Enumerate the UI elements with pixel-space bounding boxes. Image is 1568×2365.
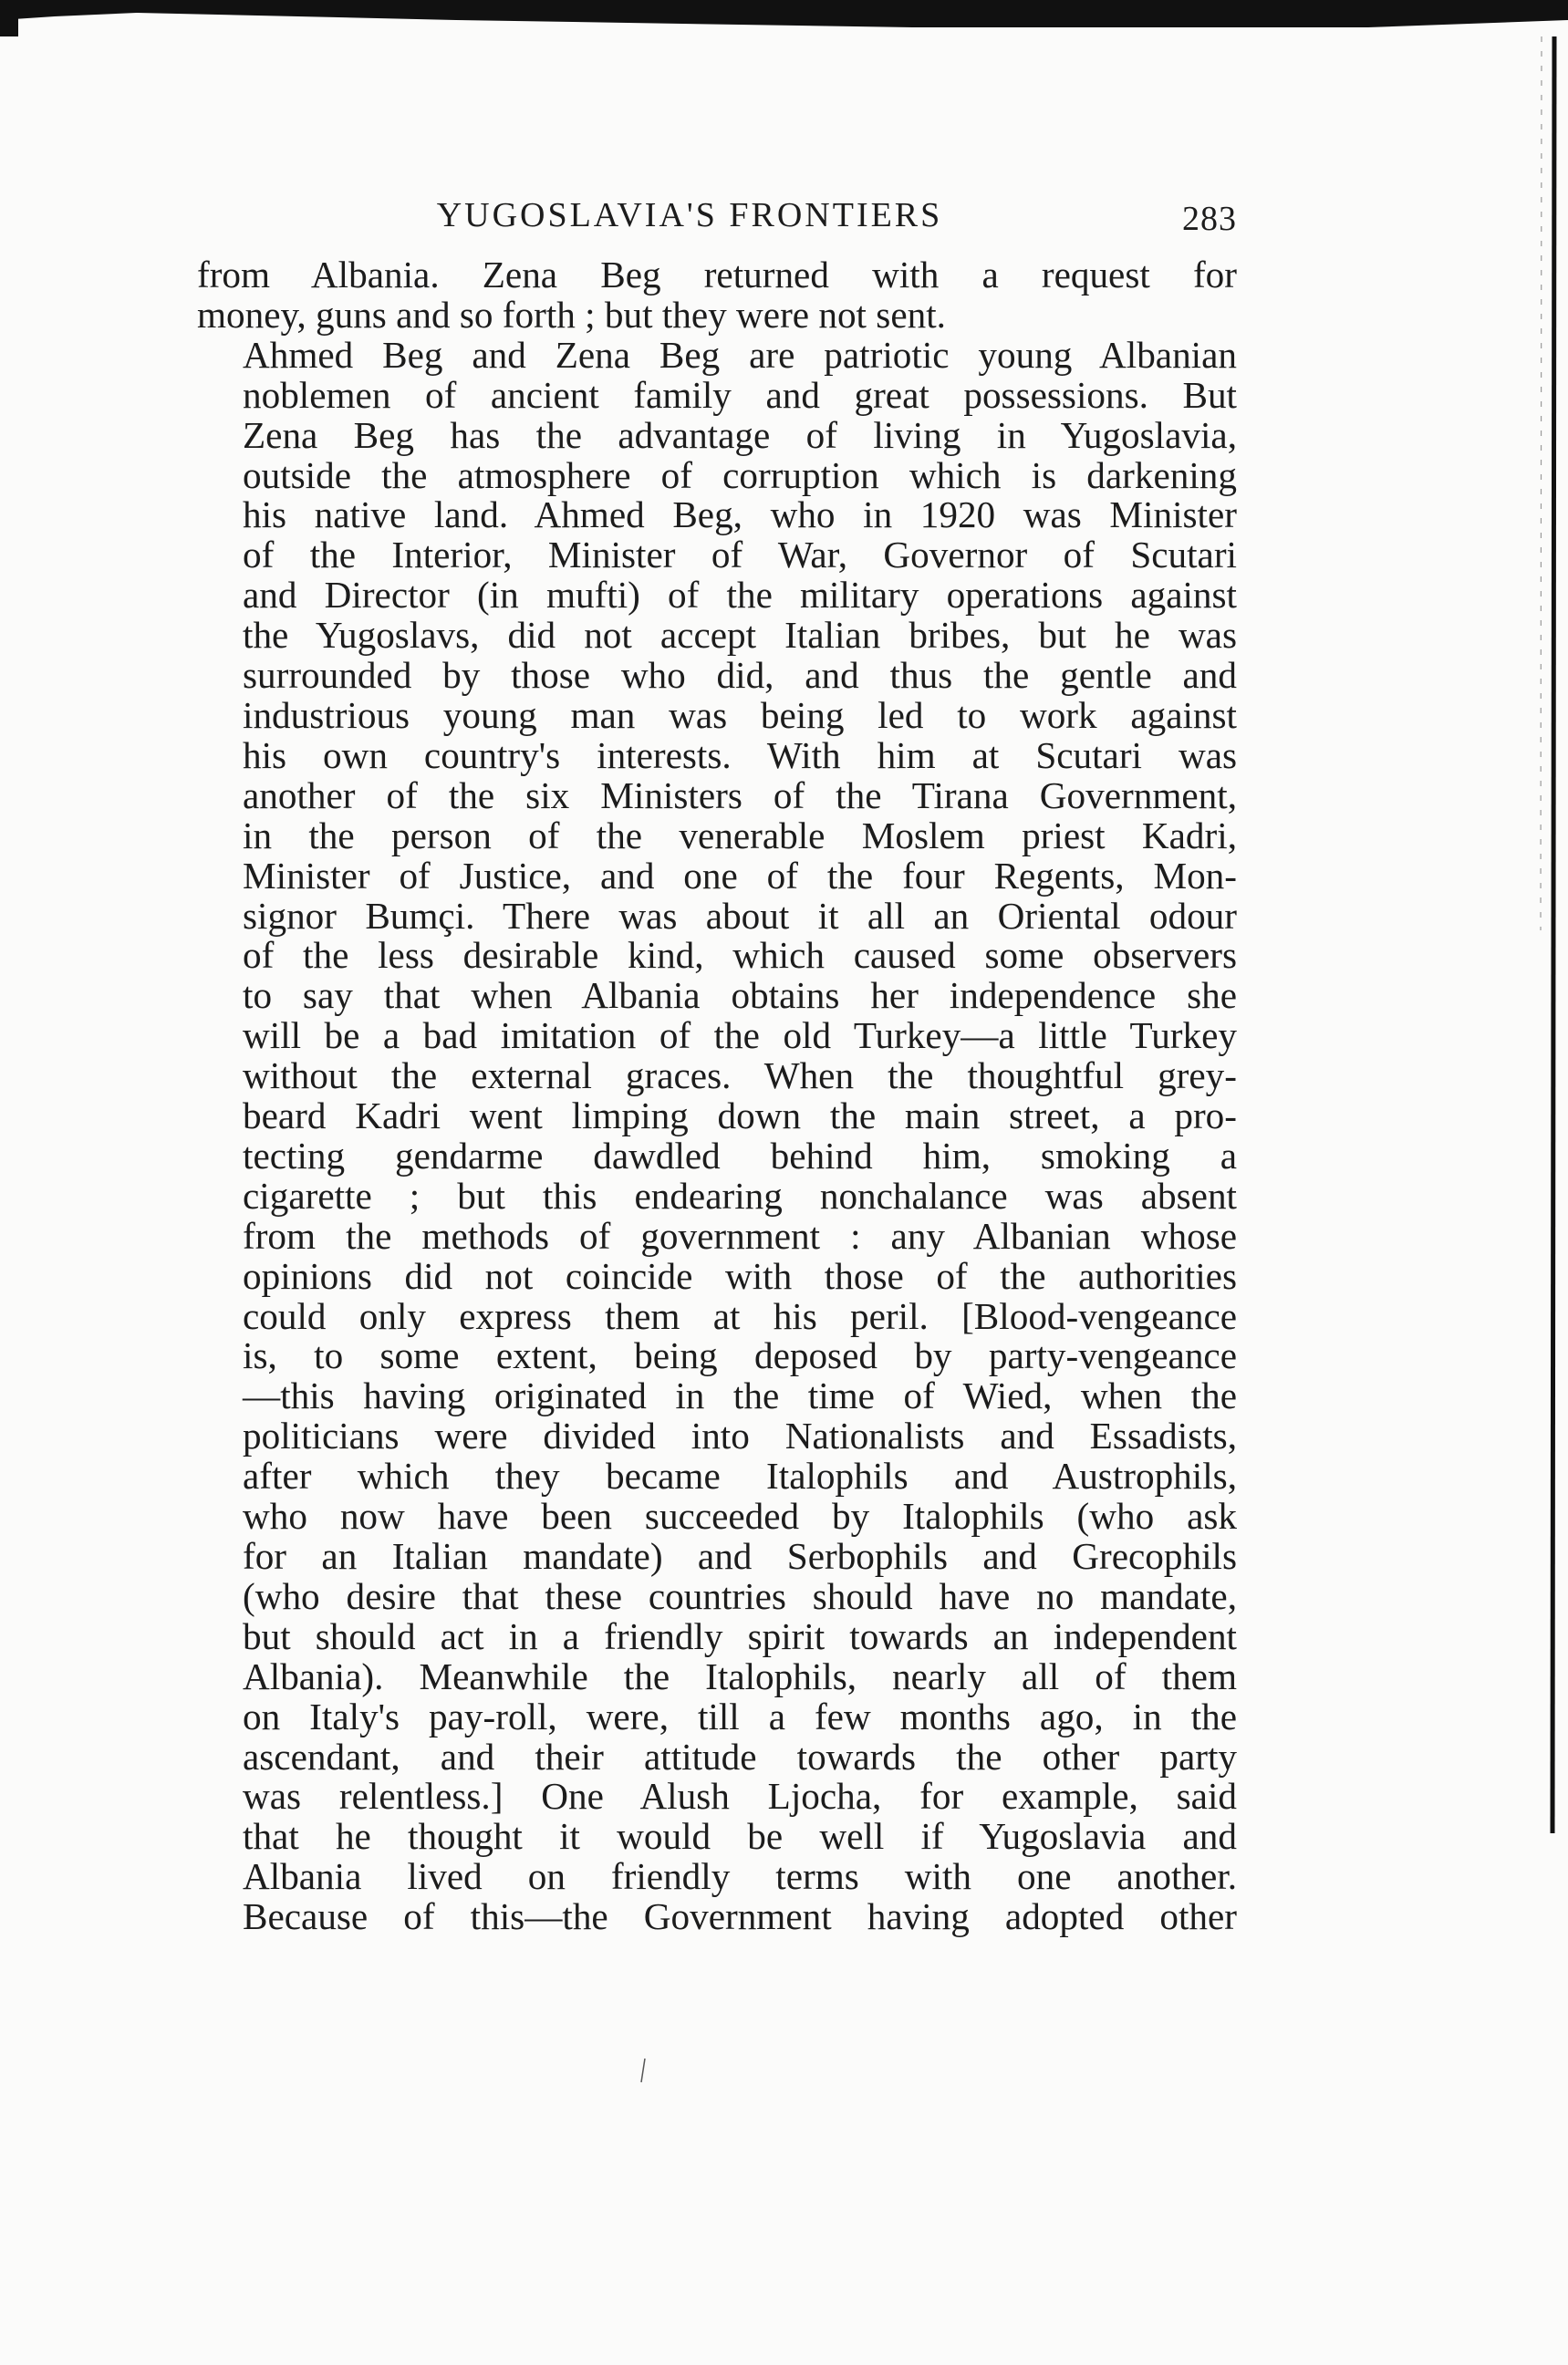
- text-line: the Yugoslavs, did not accept Italian bribes, but he was: [243, 614, 1237, 657]
- page-number: 283: [1182, 200, 1237, 238]
- text-line: industrious young man was being led to work against: [243, 693, 1237, 736]
- text-line: for an Italian mandate) and Serbophils and Grecophils: [243, 1535, 1237, 1577]
- text-line: tecting gendarme dawdled behind him, smoking a: [243, 1134, 1237, 1177]
- text-line: is, to some extent, being deposed by party-vengeance: [243, 1334, 1237, 1377]
- text-line: from the methods of government : any Albanian whose: [243, 1214, 1237, 1257]
- text-line: Because of this—the Government having adopted other: [243, 1895, 1237, 1938]
- body-text: [197, 255, 1237, 1937]
- text-line: Albania). Meanwhile the Italophils, nearly all of them: [243, 1654, 1237, 1697]
- text-line: beard Kadri went limping down the main street, a pro-: [243, 1094, 1237, 1137]
- text-line: (who desire that these countries should have no mandate,: [243, 1574, 1237, 1617]
- text-line: who now have been succeeded by Italophils (who ask: [243, 1495, 1237, 1538]
- text-line: outside the atmosphere of corruption which is darkening: [243, 453, 1237, 496]
- running-title: YUGOSLAVIA'S FRONTIERS: [436, 196, 943, 234]
- text-line: could only express them at his peril. [Blood-vengeance: [243, 1294, 1237, 1337]
- text-line: in the person of the venerable Moslem priest Kadri,: [243, 814, 1237, 856]
- text-line: but should act in a friendly spirit towards an independent: [243, 1614, 1237, 1657]
- text-line: on Italy's pay-roll, were, till a few months ago, in the: [243, 1695, 1237, 1737]
- text-line: of the less desirable kind, which caused some observers: [243, 934, 1237, 977]
- text-line: Albania lived on friendly terms with one another.: [243, 1855, 1237, 1898]
- text-line: signor Bumçi. There was about it all an Oriental odour: [243, 894, 1237, 937]
- text-line: his native land. Ahmed Beg, who in 1920 was Minister: [243, 493, 1237, 536]
- text-line: without the external graces. When the thoughtful grey-: [243, 1054, 1237, 1097]
- text-line: opinions did not coincide with those of the authorities: [243, 1254, 1237, 1297]
- text-line: ascendant, and their attitude towards the other party: [243, 1735, 1237, 1778]
- paragraph: [197, 255, 1237, 336]
- text-line: —this having originated in the time of Wied, when the: [243, 1374, 1237, 1417]
- text-line: from Albania. Zena Beg returned with a request for: [197, 254, 1237, 296]
- text-line: was relentless.] One Alush Ljocha, for example, said: [243, 1775, 1237, 1818]
- text-line: politicians were divided into Nationalists and Essadists,: [243, 1415, 1237, 1457]
- scan-right-edge: [1532, 18, 1568, 1842]
- text-line: Ahmed Beg and Zena Beg are patriotic young Albanian: [243, 333, 1237, 376]
- text-line: surrounded by those who did, and thus the gentle and: [243, 654, 1237, 697]
- text-line: will be a bad imitation of the old Turkey—a little Turkey: [243, 1014, 1237, 1057]
- text-line: that he thought it would be well if Yugoslavia and: [243, 1815, 1237, 1858]
- text-line: noblemen of ancient family and great possessions. But: [243, 373, 1237, 416]
- text-line: of the Interior, Minister of War, Governor of Scutari: [243, 534, 1237, 576]
- text-line: Zena Beg has the advantage of living in Yugoslavia,: [243, 413, 1237, 456]
- scan-top-edge: [0, 0, 1568, 36]
- text-line: cigarette ; but this endearing nonchalance was absent: [243, 1174, 1237, 1217]
- text-line: money, guns and so forth ; but they were not sent.: [197, 293, 946, 336]
- book-page: [197, 192, 1237, 1937]
- running-head: [197, 192, 1237, 255]
- text-line: to say that when Albania obtains her independence she: [243, 974, 1237, 1017]
- text-line: after which they became Italophils and Austrophils,: [243, 1455, 1237, 1498]
- paragraph: [197, 333, 1237, 1938]
- text-line: another of the six Ministers of the Tirana Government,: [243, 773, 1237, 816]
- text-line: and Director (in mufti) of the military operations against: [243, 574, 1237, 617]
- text-line: Minister of Justice, and one of the four Regents, Mon-: [243, 854, 1237, 897]
- scan-speck: [639, 2057, 648, 2084]
- text-line: his own country's interests. With him at Scutari was: [243, 733, 1237, 776]
